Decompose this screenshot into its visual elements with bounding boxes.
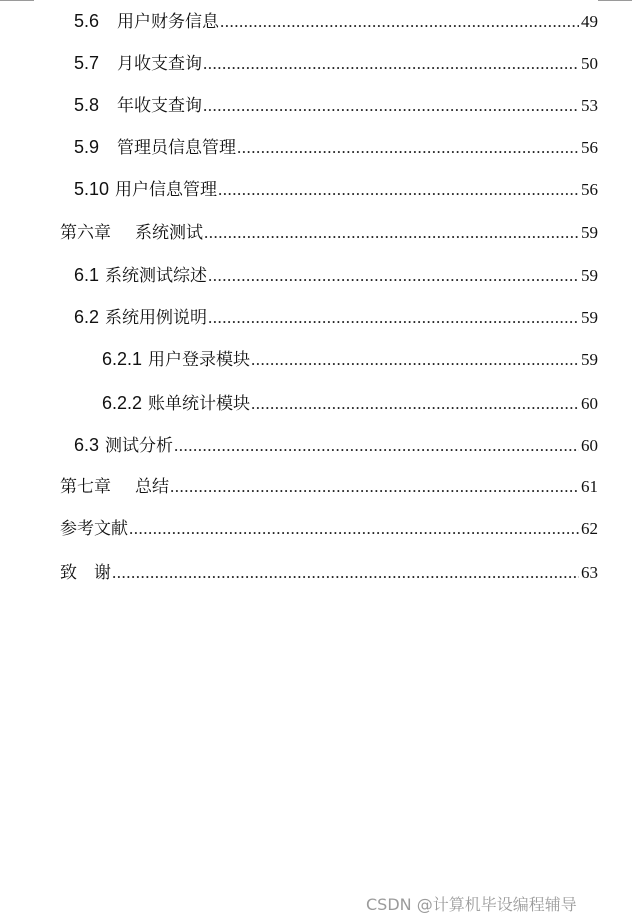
toc-entry-number: 6.2.1 [102,349,143,369]
toc-entry-title: 测试分析 [105,436,174,456]
toc-entry-number: 5.9 [74,137,100,157]
toc-dot-leader [208,263,579,289]
toc-entry[interactable] [74,432,598,458]
toc-entry-page: 56 [581,180,598,199]
page-corner-mark-right [598,0,632,1]
toc-entry-title: 系统用例说明 [105,308,208,328]
toc-entry[interactable] [74,50,598,76]
toc-dot-leader [203,93,579,119]
toc-entry-title: 用户财务信息 [117,12,220,32]
toc-dot-leader [237,135,579,161]
toc-acknowledgements-title: 致 谢 [60,563,111,583]
toc-entry-page: 62 [581,519,598,538]
toc-entry-page: 50 [581,54,598,73]
toc-entry[interactable] [74,8,598,34]
toc-entry-number: 6.3 [74,435,100,455]
toc-entry-page: 59 [581,223,598,242]
toc-entry-page: 53 [581,96,598,115]
toc-entry-number: 6.2.2 [102,393,143,413]
toc-chapter-entry[interactable] [60,474,598,500]
toc-entry-title: 年收支查询 [117,96,203,116]
toc-entry-page: 59 [581,308,598,327]
toc-dot-leader [220,9,579,35]
toc-dot-leader [174,433,579,459]
toc-chapter-title: 系统测试 [135,223,203,243]
toc-entry-number: 5.8 [74,95,100,115]
toc-chapter-number: 第六章 [60,223,111,243]
toc-entry[interactable] [74,92,598,118]
toc-entry-number: 6.2 [74,307,100,327]
toc-entry[interactable] [74,304,598,330]
toc-references-title: 参考文献 [60,519,128,539]
toc-entry-number: 5.6 [74,11,100,31]
toc-dot-leader [203,51,579,77]
toc-entry-page: 60 [581,394,598,413]
toc-entry-page: 59 [581,350,598,369]
toc-entry[interactable] [74,176,598,202]
page-corner-mark-left [0,0,34,1]
toc-entry[interactable] [74,134,598,160]
toc-entry-number: 5.7 [74,53,100,73]
toc-entry-title: 月收支查询 [117,54,203,74]
toc-entry[interactable] [74,262,598,288]
toc-chapter-title: 总结 [135,477,169,497]
toc-acknowledgements-entry[interactable] [60,560,598,586]
toc-entry-title: 用户登录模块 [148,350,251,370]
toc-dot-leader [251,391,579,417]
toc-dot-leader [204,220,579,246]
toc-entry-title: 账单统计模块 [148,394,251,414]
toc-chapter-entry[interactable] [60,220,598,246]
toc-entry-page: 49 [581,12,598,31]
toc-entry-page: 61 [581,477,598,496]
toc-entry-number: 5.10 [74,179,110,199]
toc-entry-title: 用户信息管理 [115,180,218,200]
toc-dot-leader [112,560,579,586]
toc-entry-page: 56 [581,138,598,157]
toc-subentry[interactable] [102,390,598,416]
toc-dot-leader [218,177,579,203]
toc-entry-page: 59 [581,266,598,285]
toc-chapter-number: 第七章 [60,477,111,497]
toc-dot-leader [129,516,579,542]
watermark: CSDN @计算机毕设编程辅导 [366,895,577,914]
toc-references-entry[interactable] [60,516,598,542]
toc-dot-leader [251,347,579,373]
toc-dot-leader [170,474,579,500]
toc-subentry[interactable] [102,346,598,372]
toc-entry-page: 60 [581,436,598,455]
toc-dot-leader [208,305,579,331]
toc-entry-number: 6.1 [74,265,100,285]
toc-entry-title: 管理员信息管理 [117,138,237,158]
toc-entry-title: 系统测试综述 [105,266,208,286]
toc-entry-page: 63 [581,563,598,582]
